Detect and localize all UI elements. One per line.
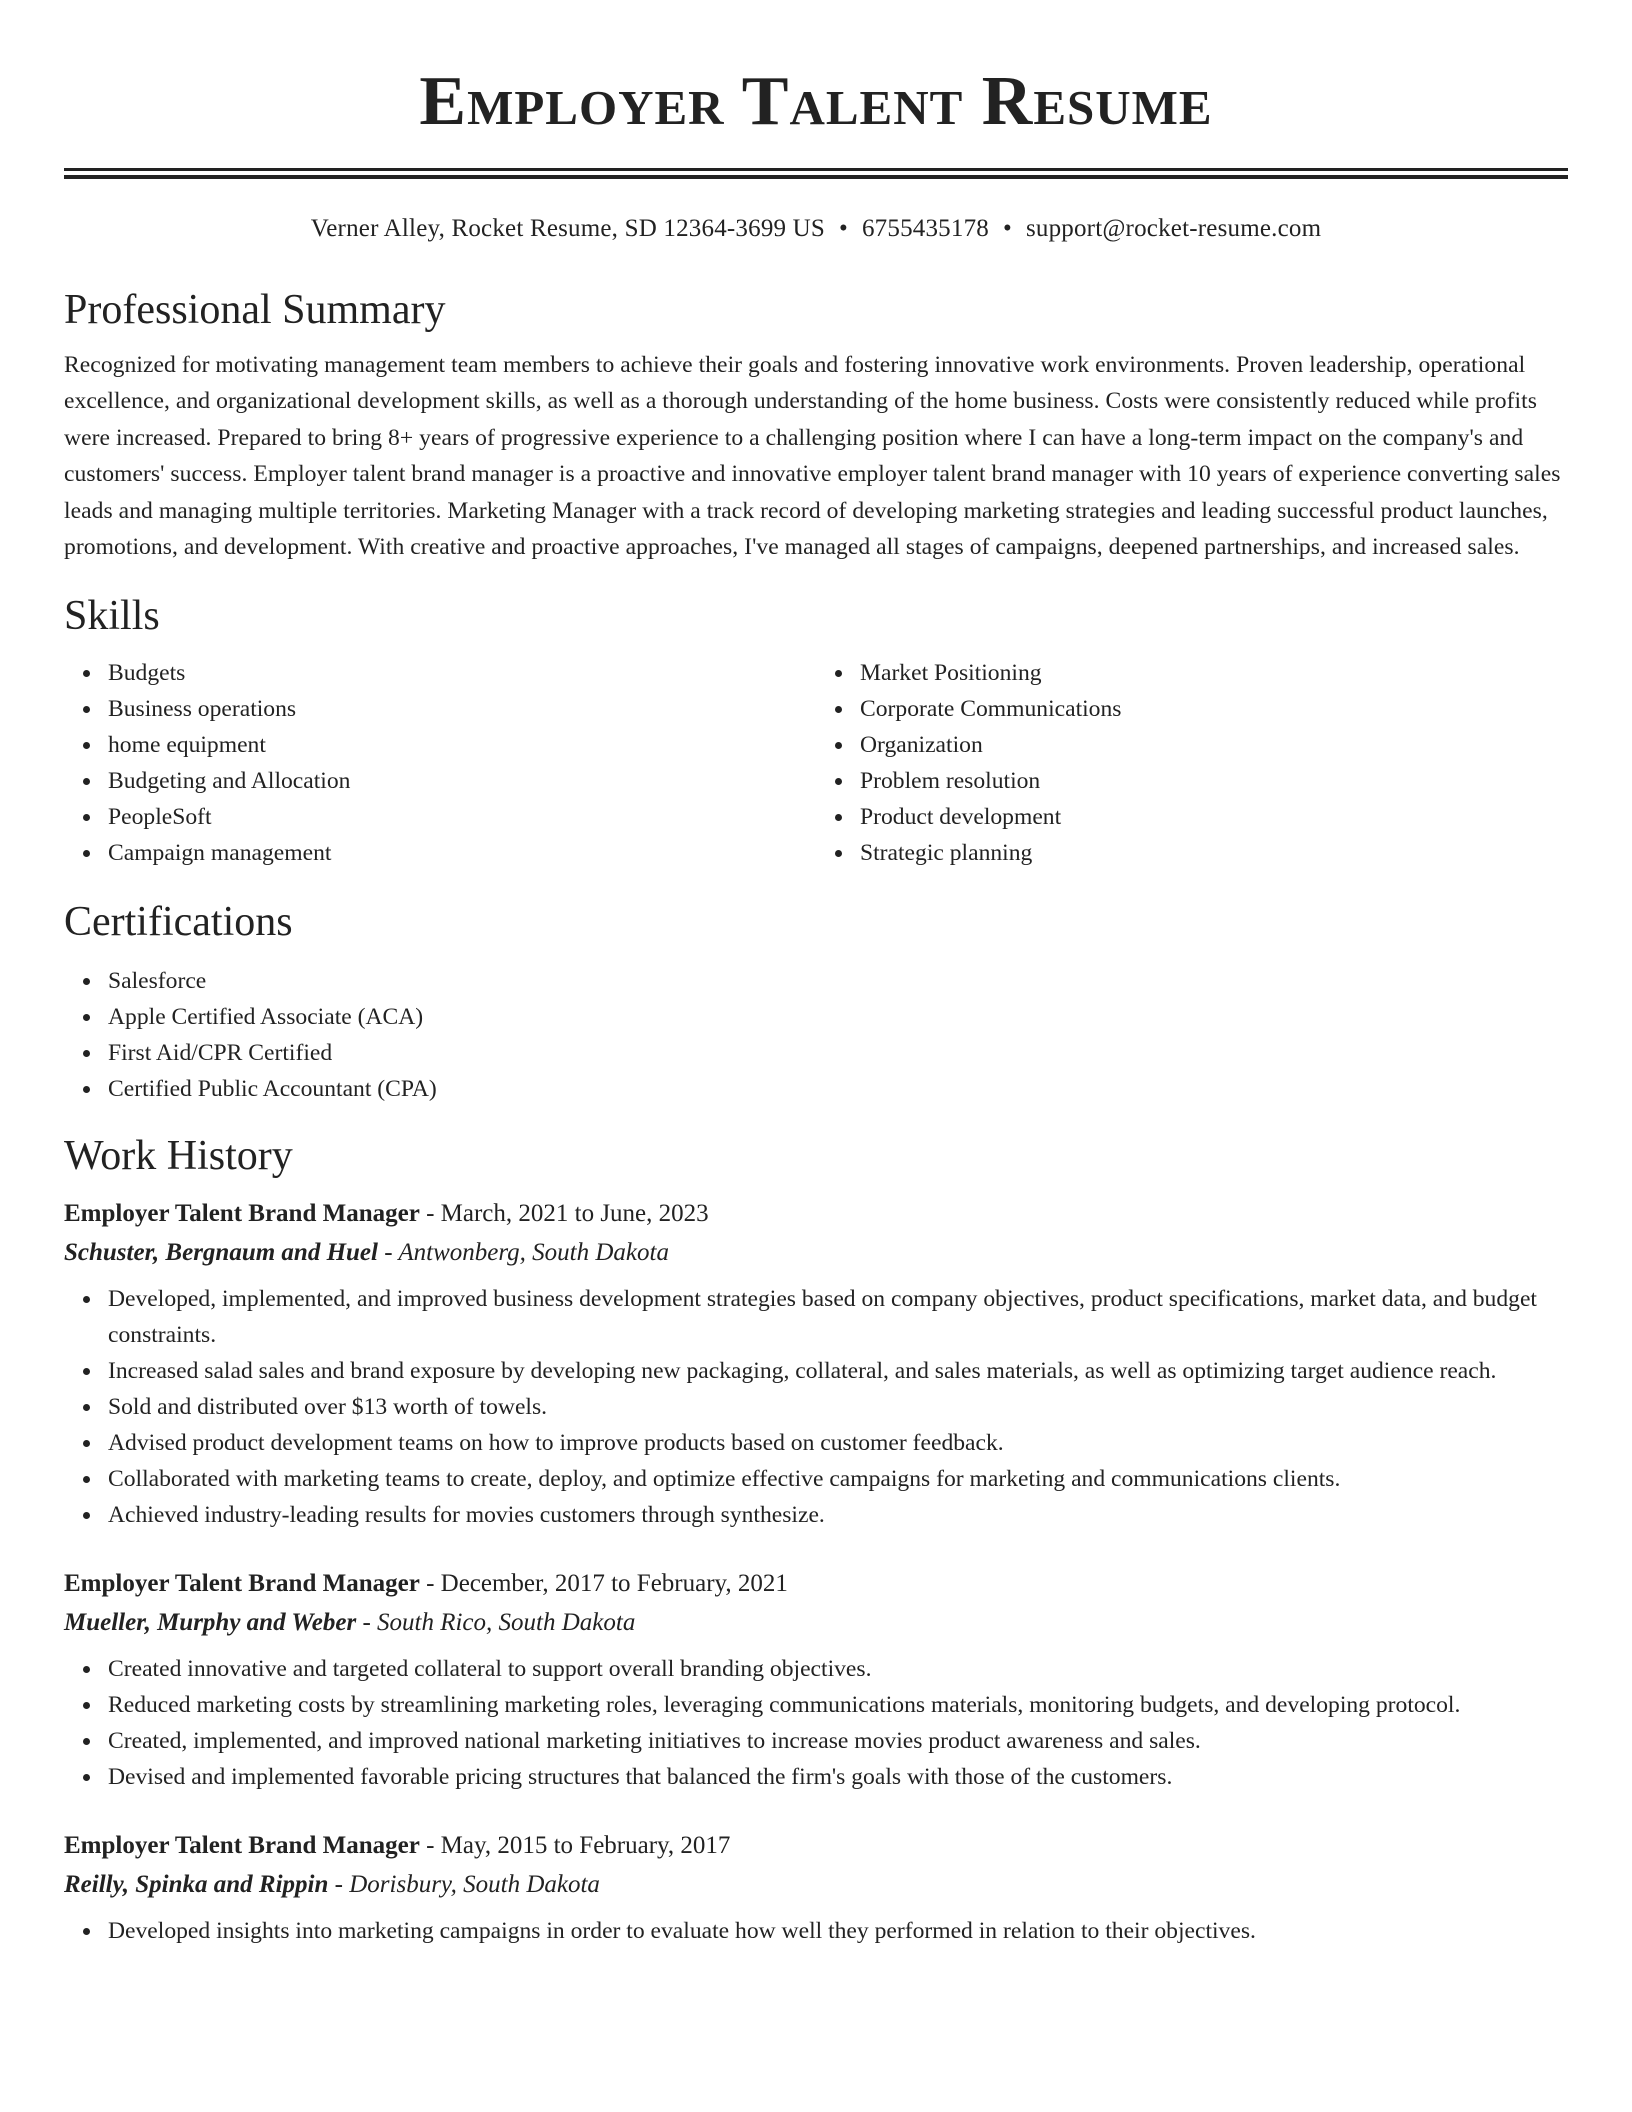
contact-email: support@rocket-resume.com	[1025, 215, 1322, 242]
list-item: Developed, implemented, and improved business development strategies based on company objectives, product specifications, market data, and budget constraints.	[108, 1281, 1568, 1353]
job-dates: - May, 2015 to February, 2017	[419, 1832, 731, 1860]
skills-columns	[64, 655, 1568, 871]
title-divider-top	[64, 168, 1568, 171]
list-item: Salesforce	[108, 963, 1568, 999]
list-item: Collaborated with marketing teams to create, deploy, and optimize effective campaigns for marketing and communications clients.	[108, 1461, 1568, 1497]
job-title: Employer Talent Brand Manager	[64, 1832, 420, 1860]
list-item: Product development	[860, 799, 1568, 835]
list-item: Devised and implemented favorable pricing structures that balanced the firm's goals with those of the customers.	[108, 1759, 1568, 1795]
job-dates: - March, 2021 to June, 2023	[419, 1200, 709, 1228]
bullet-separator: •	[1002, 215, 1012, 242]
list-item: Reduced marketing costs by streamlining marketing roles, leveraging communications materials, monitoring budgets, and developing protocol.	[108, 1687, 1568, 1723]
contact-line	[64, 213, 1568, 245]
list-item: Budgeting and Allocation	[108, 763, 816, 799]
list-item: Developed insights into marketing campaigns in order to evaluate how well they performed in relation to their objectives.	[108, 1913, 1568, 1949]
job-header	[64, 1827, 1568, 1865]
work-history-heading: Work History	[64, 1133, 293, 1180]
list-item: Increased salad sales and brand exposure by developing new packaging, collateral, and sales materials, as well as optimizing target audience reach.	[108, 1353, 1568, 1389]
list-item: Market Positioning	[860, 655, 1568, 691]
list-item: Problem resolution	[860, 763, 1568, 799]
skills-left-list	[64, 655, 816, 871]
job-location: - Dorisbury, South Dakota	[328, 1871, 600, 1899]
list-item: home equipment	[108, 727, 816, 763]
list-item: First Aid/CPR Certified	[108, 1035, 1568, 1071]
job-company-line	[64, 1603, 1568, 1643]
skills-right-list	[816, 655, 1568, 871]
bullet-separator: •	[839, 215, 848, 242]
resume-title: Employer Talent Resume	[419, 63, 1213, 140]
job-bullets	[64, 1913, 1568, 1949]
certifications-heading: Certifications	[64, 899, 293, 946]
list-item: Budgets	[108, 655, 816, 691]
job-header	[64, 1195, 1568, 1233]
list-item: Achieved industry-leading results for movies customers through synthesize.	[108, 1497, 1568, 1533]
list-item: Sold and distributed over $13 worth of towels.	[108, 1389, 1568, 1425]
list-item: Certified Public Accountant (CPA)	[108, 1071, 1568, 1107]
list-item: Created, implemented, and improved national marketing initiatives to increase movies product awareness and sales.	[108, 1723, 1568, 1759]
list-item: Campaign management	[108, 835, 816, 871]
job-location: - South Rico, South Dakota	[356, 1609, 636, 1637]
list-item: Strategic planning	[860, 835, 1568, 871]
list-item: Organization	[860, 727, 1568, 763]
list-item: Created innovative and targeted collateral to support overall branding objectives.	[108, 1651, 1568, 1687]
job-bullets	[64, 1281, 1568, 1533]
job-company: Schuster, Bergnaum and Huel	[64, 1239, 378, 1267]
summary-heading: Professional Summary	[64, 287, 446, 333]
list-item: Business operations	[108, 691, 816, 727]
job-company: Mueller, Murphy and Weber	[64, 1609, 357, 1637]
job-entry	[64, 1565, 1568, 1795]
skills-heading: Skills	[64, 593, 160, 640]
job-header	[64, 1565, 1568, 1603]
job-entry	[64, 1195, 1568, 1533]
list-item: Apple Certified Associate (ACA)	[108, 999, 1568, 1035]
job-location: - Antwonberg, South Dakota	[377, 1239, 669, 1267]
job-dates: - December, 2017 to February, 2021	[419, 1570, 788, 1598]
contact-phone: 6755435178	[861, 215, 989, 242]
certifications-list	[64, 963, 1568, 1107]
job-title: Employer Talent Brand Manager	[64, 1570, 420, 1598]
title-divider-bottom	[64, 175, 1568, 179]
job-company: Reilly, Spinka and Rippin	[64, 1871, 329, 1899]
job-entry	[64, 1827, 1568, 1949]
job-company-line	[64, 1233, 1568, 1273]
job-company-line	[64, 1865, 1568, 1905]
summary-text: Recognized for motivating management team members to achieve their goals and fostering innovative work environments. Proven leadership, operational excellence, and organizational development skills, as well as a thorough understanding of the home business. Costs were consistently reduced while profits were increased. Prepared to bring 8+ years of progressive experience to a challenging position where I can have a long-term impact on the company's and customers' success. Employer talent brand manager is a proactive and innovative employer talent brand manager with 10 years of experience converting sales leads and managing multiple territories. Marketing Manager with a track record of developing marketing strategies and leading successful product launches, promotions, and development. With creative and proactive approaches, I've managed all stages of campaigns, deepened partnerships, and increased sales.	[64, 352, 1561, 561]
list-item: Advised product development teams on how to improve products based on customer feedback.	[108, 1425, 1568, 1461]
contact-address: Verner Alley, Rocket Resume, SD 12364-3699 US	[310, 215, 826, 242]
job-bullets	[64, 1651, 1568, 1795]
list-item: PeopleSoft	[108, 799, 816, 835]
job-title: Employer Talent Brand Manager	[64, 1200, 420, 1228]
list-item: Corporate Communications	[860, 691, 1568, 727]
